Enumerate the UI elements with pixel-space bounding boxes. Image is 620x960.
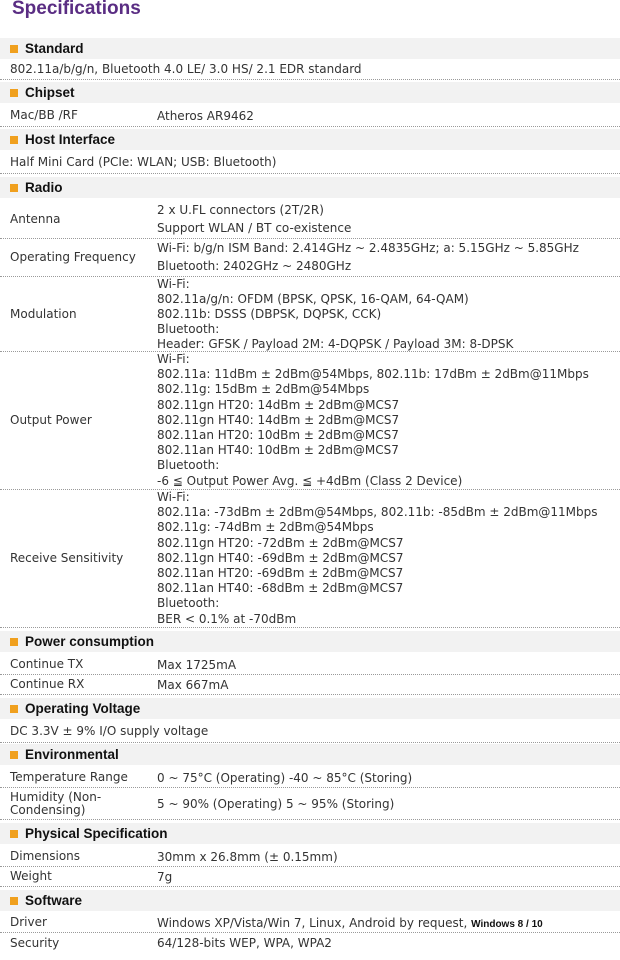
spec-row-voltage bbox=[0, 721, 620, 743]
spec-label: Receive Sensitivity bbox=[10, 551, 124, 565]
spec-row-modulation bbox=[0, 277, 620, 352]
bullet-square-icon bbox=[10, 705, 18, 713]
spec-value-line: 802.11a: 11dBm ± 2dBm@54Mbps, 802.11b: 17dBm ± 2dBm@11Mbps bbox=[157, 367, 589, 382]
spec-value-line: BER < 0.1% at -70dBm bbox=[157, 611, 297, 626]
spec-value-line: 802.11an HT20: 10dBm ± 2dBm@MCS7 bbox=[157, 427, 399, 442]
section-title: Host Interface bbox=[25, 132, 116, 147]
section-header-software bbox=[0, 890, 620, 911]
spec-value-line: Wi-Fi: bbox=[157, 352, 190, 366]
spec-row-driver bbox=[0, 913, 620, 933]
bullet-square-icon bbox=[10, 638, 18, 646]
spec-value-line: 802.11g: -74dBm ± 2dBm@54Mbps bbox=[157, 520, 374, 535]
voltage-text: DC 3.3V ± 9% I/O supply voltage bbox=[10, 724, 209, 738]
spec-label: Humidity (Non-Condensing) bbox=[10, 789, 102, 817]
section-title: Environmental bbox=[25, 747, 119, 762]
bullet-square-icon bbox=[10, 136, 18, 144]
spec-value-line: 802.11b: DSSS (DBPSK, DQPSK, CCK) bbox=[157, 307, 382, 321]
spec-value-line: 802.11gn HT20: 14dBm ± 2dBm@MCS7 bbox=[157, 397, 400, 412]
spec-value-line: Wi-Fi: bbox=[157, 490, 190, 504]
bullet-square-icon bbox=[10, 830, 18, 838]
spec-label: Continue TX bbox=[10, 657, 84, 671]
spec-label: Operating Frequency bbox=[10, 250, 136, 264]
section-title: Radio bbox=[25, 180, 63, 195]
spec-row-chipset bbox=[0, 105, 620, 127]
section-header-chipset bbox=[0, 82, 620, 103]
spec-value: 7g bbox=[157, 870, 173, 884]
spec-value-line: 802.11g: 15dBm ± 2dBm@54Mbps bbox=[157, 382, 370, 397]
bullet-square-icon bbox=[10, 45, 18, 53]
section-title: Physical Specification bbox=[25, 826, 168, 841]
bullet-square-icon bbox=[10, 751, 18, 759]
spec-value: Windows XP/Vista/Win 7, Linux, Android by request, bbox=[157, 916, 468, 930]
section-title: Software bbox=[25, 893, 83, 908]
spec-row-continue-rx bbox=[0, 675, 620, 695]
spec-row-security bbox=[0, 933, 620, 953]
page-title: Specifications bbox=[12, 0, 141, 19]
spec-row-weight bbox=[0, 867, 620, 887]
spec-label: Mac/BB /RF bbox=[10, 108, 78, 122]
section-title: Operating Voltage bbox=[25, 701, 141, 716]
spec-label: Antenna bbox=[10, 212, 61, 226]
spec-value: Atheros AR9462 bbox=[157, 109, 254, 123]
spec-value: 30mm x 26.8mm (± 0.15mm) bbox=[157, 850, 338, 864]
bullet-square-icon bbox=[10, 897, 18, 905]
spec-label: Driver bbox=[10, 915, 47, 929]
spec-value-line: Bluetooth: bbox=[157, 322, 220, 336]
section-header-standard bbox=[0, 38, 620, 59]
spec-value-line: Wi-Fi: b/g/n ISM Band: 2.414GHz ~ 2.4835GHz; a: 5.15GHz ~ 5.85GHz bbox=[157, 241, 579, 255]
spec-value-line: Wi-Fi: bbox=[157, 277, 190, 291]
section-title: Standard bbox=[25, 41, 84, 56]
spec-value-line: 802.11an HT40: -68dBm ± 2dBm@MCS7 bbox=[157, 581, 404, 596]
spec-value-line: 802.11a: -73dBm ± 2dBm@54Mbps, 802.11b: -85dBm ± 2dBm@11Mbps bbox=[157, 505, 598, 520]
spec-value-line: 802.11gn HT40: -69dBm ± 2dBm@MCS7 bbox=[157, 550, 404, 565]
bullet-square-icon bbox=[10, 184, 18, 192]
spec-value-line: Bluetooth: bbox=[157, 596, 220, 611]
bullet-square-icon bbox=[10, 89, 18, 97]
spec-value-line: 802.11gn HT40: 14dBm ± 2dBm@MCS7 bbox=[157, 412, 400, 427]
spec-row-temperature bbox=[0, 768, 620, 788]
spec-row-receive-sensitivity bbox=[0, 490, 620, 628]
spec-row-continue-tx bbox=[0, 655, 620, 675]
standard-text: 802.11a/b/g/n, Bluetooth 4.0 LE/ 3.0 HS/ 2.1 EDR standard bbox=[10, 62, 362, 76]
spec-value: 0 ~ 75°C (Operating) -40 ~ 85°C (Storing) bbox=[157, 771, 413, 785]
spec-row-output-power bbox=[0, 352, 620, 490]
spec-row-host-interface bbox=[0, 152, 620, 174]
spec-label: Dimensions bbox=[10, 849, 81, 863]
section-header-environmental bbox=[0, 744, 620, 765]
spec-value: Max 1725mA bbox=[157, 658, 237, 672]
spec-value-line: Bluetooth: bbox=[157, 458, 220, 473]
spec-value-line: Support WLAN / BT co-existence bbox=[157, 221, 352, 235]
spec-value: Max 667mA bbox=[157, 678, 229, 692]
spec-value-line: 802.11an HT20: -69dBm ± 2dBm@MCS7 bbox=[157, 565, 404, 580]
spec-value-line: 802.11an HT40: 10dBm ± 2dBm@MCS7 bbox=[157, 443, 399, 458]
spec-label: Security bbox=[10, 935, 60, 950]
spec-value-line: 2 x U.FL connectors (2T/2R) bbox=[157, 203, 324, 217]
spec-label: Output Power bbox=[10, 413, 92, 427]
section-header-physical bbox=[0, 823, 620, 844]
section-header-radio bbox=[0, 177, 620, 198]
spec-value-line: -6 ≦ Output Power Avg. ≦ +4dBm (Class 2 Device) bbox=[157, 473, 463, 488]
spec-label: Modulation bbox=[10, 306, 77, 321]
spec-label: Weight bbox=[10, 869, 52, 883]
spec-row-standard bbox=[0, 59, 620, 80]
spec-label: Temperature Range bbox=[10, 770, 128, 784]
spec-value: 64/128-bits WEP, WPA, WPA2 bbox=[157, 936, 332, 950]
spec-value-line: Bluetooth: 2402GHz ~ 2480GHz bbox=[157, 259, 352, 273]
host-interface-text: Half Mini Card (PCIe: WLAN; USB: Bluetooth) bbox=[10, 155, 277, 169]
spec-row-operating-frequency bbox=[0, 239, 620, 277]
spec-row-antenna bbox=[0, 201, 620, 239]
section-header-power bbox=[0, 631, 620, 652]
section-title: Chipset bbox=[25, 85, 75, 100]
spec-value-line: Header: GFSK / Payload 2M: 4-DQPSK / Payload 3M: 8-DPSK bbox=[157, 337, 514, 351]
spec-label: Continue RX bbox=[10, 677, 85, 691]
spec-row-humidity bbox=[0, 788, 620, 820]
section-header-voltage bbox=[0, 698, 620, 719]
spec-value-line: 802.11gn HT20: -72dBm ± 2dBm@MCS7 bbox=[157, 535, 404, 550]
spec-value: 5 ~ 90% (Operating) 5 ~ 95% (Storing) bbox=[157, 797, 395, 811]
section-header-host-interface bbox=[0, 129, 620, 150]
spec-row-dimensions bbox=[0, 847, 620, 867]
section-title: Power consumption bbox=[25, 634, 155, 649]
windows-version-note: Windows 8 / 10 bbox=[471, 919, 543, 930]
spec-value-line: 802.11a/g/n: OFDM (BPSK, QPSK, 16-QAM, 64-QAM) bbox=[157, 292, 469, 306]
